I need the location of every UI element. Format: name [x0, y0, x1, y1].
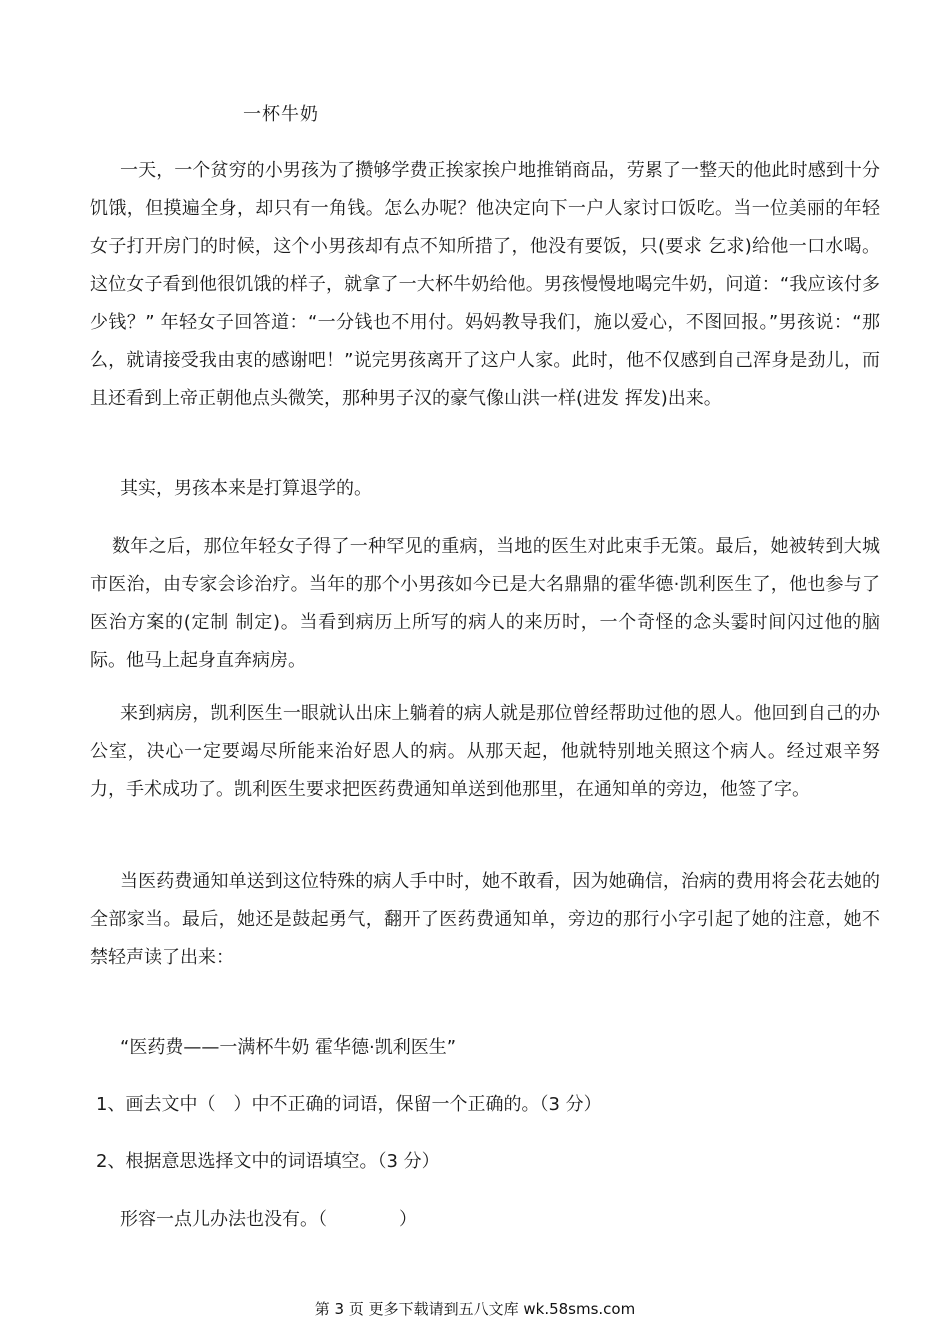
paragraph-4: 来到病房，凯利医生一眼就认出床上躺着的病人就是那位曾经帮助过他的恩人。他回到自己的办公室，决心一定要竭尽所能来治好恩人的病。从那天起，他就特别地关照这个病人。经过艰辛努力，手术成功了。凯利医生要求把医药费通知单送到他那里，在通知单的旁边，他签了字。 — [90, 703, 880, 800]
question-2: 2、根据意思选择文中的词语填空。（3 分） — [96, 1151, 440, 1172]
question-1: 1、画去文中（ ）中不正确的词语，保留一个正确的。（3 分） — [96, 1094, 602, 1115]
story-title: 一杯牛奶 — [243, 104, 319, 125]
paragraph-1: 一天，一个贫穷的小男孩为了攒够学费正挨家挨户地推销商品，劳累了一整天的他此时感到十分饥饿，但摸遍全身，却只有一角钱。怎么办呢？他决定向下一户人家讨口饭吃。当一位美丽的年轻女子打开房门的时候，这个小男孩却有点不知所措了，他没有要饭，只(要求 乞求)给他一口水喝。这位女子看到他很饥饿的样子，就拿了一大杯牛奶给他。男孩慢慢地喝完牛奶，问道：“我应该付多少钱？” 年轻女子回答道：“一分钱也不用付。妈妈教导我们，施以爱心，不图回报。”男孩说：“那么，就请接受我由衷的感谢吧！”说完男孩离开了这户人家。此时，他不仅感到自己浑身是劲儿，而且还看到上帝正朝他点头微笑，那种男子汉的豪气像山洪一样(进发 挥发)出来。 — [90, 160, 880, 409]
question-2-item: 形容一点儿办法也没有。（ ） — [120, 1209, 417, 1230]
paragraph-2: 其实，男孩本来是打算退学的。 — [120, 478, 372, 499]
page-footer: 第 3 页 更多下载请到五八文库 wk.58sms.com — [314, 1300, 636, 1318]
paragraph-5: 当医药费通知单送到这位特殊的病人手中时，她不敢看，因为她确信，治病的费用将会花去她的全部家当。最后，她还是鼓起勇气，翻开了医药费通知单，旁边的那行小字引起了她的注意，她不禁轻声读了出来： — [90, 871, 880, 968]
paragraph-6-quote: “医药费——一满杯牛奶 霍华德·凯利医生” — [120, 1037, 457, 1058]
paragraph-3: 数年之后，那位年轻女子得了一种罕见的重病，当地的医生对此束手无策。最后，她被转到大城市医治，由专家会诊治疗。当年的那个小男孩如今已是大名鼎鼎的霍华德·凯利医生了，他也参与了医治方案的(定制 制定)。当看到病历上所写的病人的来历时，一个奇怪的念头霎时间闪过他的脑际。他马上起身直奔病房。 — [90, 536, 880, 671]
